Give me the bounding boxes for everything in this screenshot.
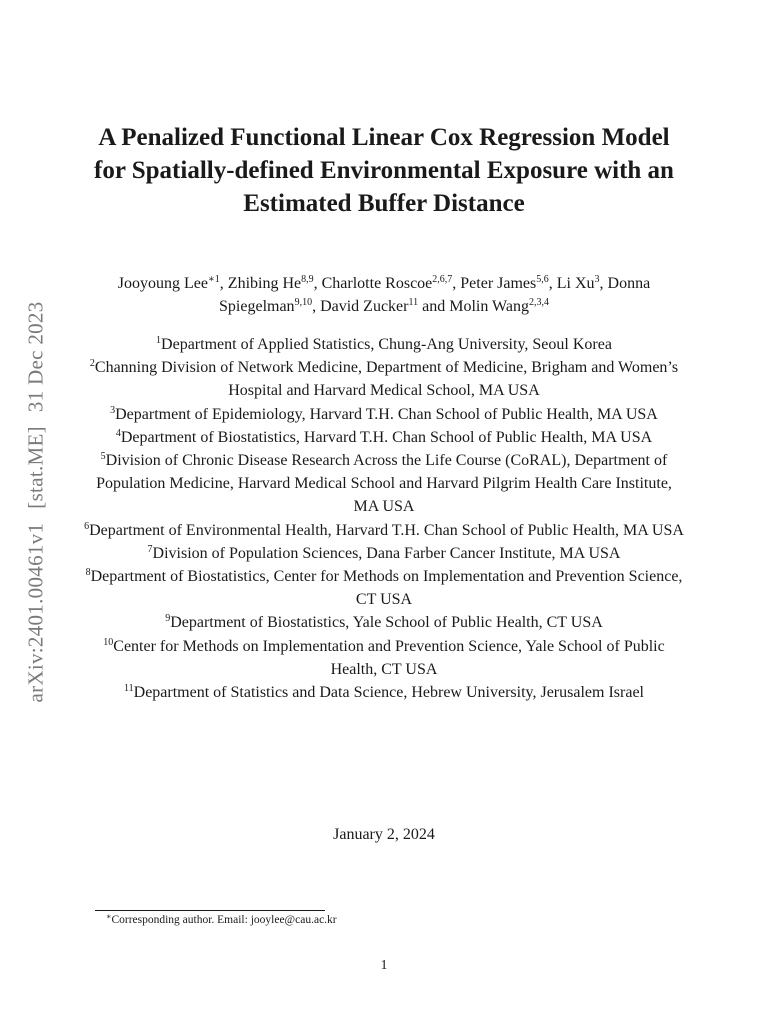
author-separator: ,	[312, 298, 321, 315]
affiliation-text: Center for Methods on Implementation and Prevention Science, Yale School of Public Health, CT USA	[113, 637, 665, 678]
author-name: David Zucker	[320, 298, 409, 315]
affiliation-text: Department of Epidemiology, Harvard T.H. Chan School of Public Health, MA USA	[115, 405, 658, 423]
author-name: Peter James	[460, 275, 537, 292]
footnote	[106, 914, 337, 926]
author-separator: ,	[452, 275, 461, 292]
affiliation-number: 2	[89, 358, 95, 370]
affiliation-number: 8	[85, 567, 91, 579]
affiliation-item	[84, 681, 684, 704]
affiliation-number: 10	[103, 636, 114, 648]
footnote-text: Corresponding author. Email: jooylee@cau.ac.kr	[111, 914, 337, 926]
author-name: Jooyoung Lee	[117, 275, 208, 292]
affiliation-item	[84, 635, 684, 681]
author-affiliation-marker: ∗1	[208, 274, 220, 285]
author-affiliation-marker: 11	[408, 297, 419, 308]
author-name: Molin Wang	[449, 298, 529, 315]
arxiv-date: 31 Dec 2023	[23, 301, 48, 413]
author-name: Charlotte Roscoe	[321, 275, 433, 292]
affiliation-item	[84, 519, 684, 542]
affiliation-text: Department of Applied Statistics, Chung-Ang University, Seoul Korea	[161, 336, 612, 353]
affiliation-item	[84, 356, 684, 402]
affiliation-text: Division of Population Sciences, Dana Farber Cancer Institute, MA USA	[152, 544, 621, 562]
affiliation-number: 9	[165, 613, 171, 625]
author-name: Donna Spiegelman	[219, 275, 651, 315]
affiliation-number: 11	[124, 683, 134, 695]
author	[557, 275, 608, 292]
author-separator: ,	[313, 275, 322, 292]
affiliation-text: Channing Division of Network Medicine, Department of Medicine, Brigham and Women’s Hospital and Harvard Medical School, MA USA	[94, 359, 679, 400]
author-separator: ,	[548, 275, 557, 292]
affiliation-number: 7	[147, 543, 153, 555]
affiliation-text: Department of Statistics and Data Science, Hebrew University, Jerusalem Israel	[133, 684, 644, 702]
affiliation-item	[84, 333, 684, 356]
footnote-divider	[95, 910, 325, 911]
author-affiliation-marker: 2,6,7	[432, 274, 453, 285]
author-affiliation-marker: 9,10	[294, 297, 313, 308]
arxiv-identifier: arXiv:2401.00461v1	[23, 522, 48, 703]
affiliation-item	[84, 542, 684, 565]
paper-title: A Penalized Functional Linear Cox Regression Model for Spatially-defined Environmental Exposure with an Estimated Buffer Distance	[94, 124, 674, 217]
affiliation-text: Department of Environmental Health, Harvard T.H. Chan School of Public Health, MA USA	[89, 521, 684, 539]
author-list	[90, 272, 678, 318]
affiliation-number: 3	[110, 404, 116, 416]
author-separator: ,	[219, 275, 228, 292]
footnote-marker: ∗	[106, 912, 112, 921]
author	[460, 275, 556, 292]
affiliation-text: Department of Biostatistics, Center for Methods on Implementation and Prevention Science, CT USA	[90, 568, 683, 609]
author-name: Zhibing He	[227, 275, 302, 292]
author	[320, 298, 449, 315]
author-affiliation-marker: 2,3,4	[528, 297, 549, 308]
author	[449, 298, 549, 315]
arxiv-side-stamp	[24, 301, 49, 702]
affiliation-number: 1	[156, 335, 162, 346]
author-affiliation-marker: 5,6	[536, 274, 549, 285]
affiliation-text: Department of Biostatistics, Harvard T.H. Chan School of Public Health, MA USA	[120, 428, 653, 446]
author-affiliation-marker: 3	[594, 274, 600, 285]
author-affiliation-marker: 8,9	[301, 274, 314, 285]
author-separator: and	[418, 298, 450, 315]
author-separator: ,	[599, 275, 608, 292]
author	[228, 275, 322, 292]
author	[118, 275, 228, 292]
affiliation-item	[84, 565, 684, 611]
affiliation-number: 6	[84, 520, 90, 532]
affiliation-number: 4	[115, 427, 121, 439]
affiliation-text: Department of Biostatistics, Yale School of Public Health, CT USA	[170, 614, 603, 632]
author	[322, 275, 461, 292]
affiliation-number: 5	[100, 451, 106, 463]
affiliation-item	[84, 449, 684, 519]
affiliation-item	[84, 426, 684, 449]
affiliation-item	[84, 611, 684, 634]
author-name: Li Xu	[556, 275, 595, 292]
arxiv-category: [stat.ME]	[23, 426, 48, 509]
affiliation-text: Division of Chronic Disease Research Across the Life Course (CoRAL), Department of Population Medicine, Harvard Medical School and Harvard Pilgrim Health Care Institute, MA USA	[96, 452, 672, 516]
page-number: 1	[380, 958, 388, 973]
affiliation-item	[84, 403, 684, 426]
affiliation-list	[84, 333, 684, 704]
publication-date: January 2, 2024	[333, 826, 435, 843]
